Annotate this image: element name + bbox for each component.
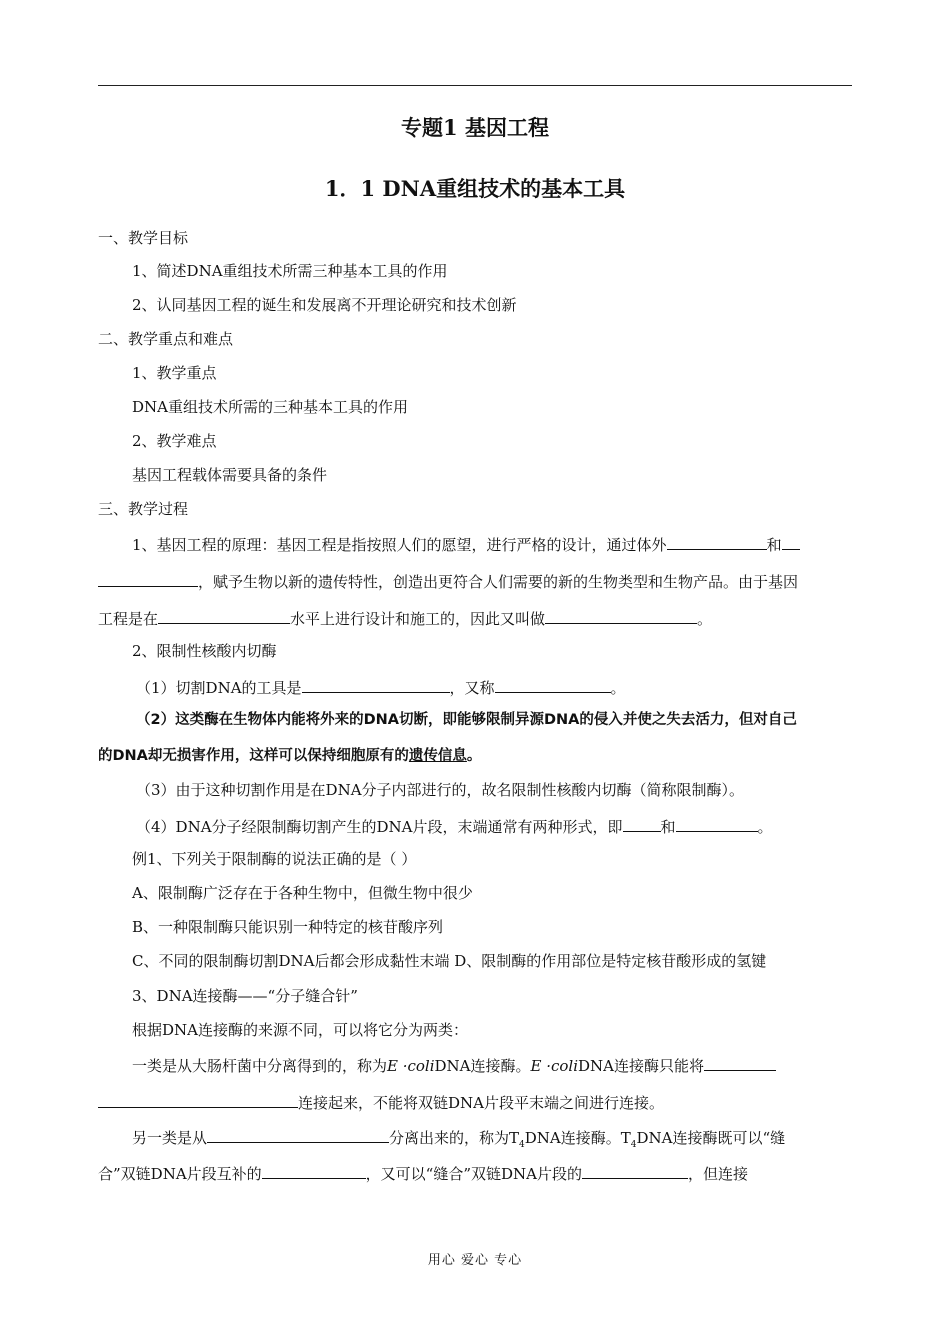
blank-9a[interactable] (704, 1054, 776, 1071)
example-1-option-cd: C、不同的限制酶切割DNA后都会形成黏性末端 D、限制酶的作用部位是特定核苷酸形成的氢键 (132, 952, 767, 970)
blank-9b[interactable] (98, 1091, 298, 1108)
ligase-t4-line-2 (98, 1162, 748, 1184)
ligase-heading: 3、DNA连接酶——“分子缝合针” (132, 987, 358, 1005)
difficulty-label: 2、教学难点 (132, 432, 217, 450)
principle-text-f: 。 (697, 610, 713, 628)
blank-2b[interactable] (98, 570, 198, 587)
restriction-item-1-text: （1）切割DNA的工具是 (136, 679, 302, 697)
blank-11[interactable] (262, 1162, 366, 1179)
restriction-item-2-line-1: （2）这类酶在生物体内能将外来的DNA切断，即能够限制异源DNA的侵入并使之失去活力，但对自己 (136, 712, 797, 728)
restriction-item-1-text-c: 。 (610, 679, 626, 697)
heading-objectives: 一、教学目标 (98, 229, 189, 247)
principle-line-3 (98, 607, 712, 629)
header-rule (98, 85, 852, 86)
blank-3[interactable] (158, 607, 290, 624)
heading-key-points: 二、教学重点和难点 (98, 330, 234, 348)
restriction-item-4 (136, 815, 773, 837)
page-footer: 用心 爱心 专心 (427, 1253, 523, 1268)
principle-text-a: 1、基因工程的原理：基因工程是指按照人们的愿望，进行严格的设计，通过体外 (132, 536, 667, 554)
example-1-question: 例1、下列关于限制酶的说法正确的是（ ） (132, 850, 417, 868)
ligase-ecoli-text-b: DNA连接酶。 (434, 1057, 531, 1075)
blank-5[interactable] (302, 676, 450, 693)
ligase-t4-text-e: 合”双链DNA片段互补的 (98, 1165, 262, 1183)
ecoli-term-2: E ·coli (530, 1057, 579, 1075)
ligase-t4-text-c: DNA连接酶。T (524, 1129, 631, 1147)
document-title: 专题1 基因工程 (401, 115, 549, 140)
ligase-ecoli-text-d: 连接起来，不能将双链DNA片段平末端之间进行连接。 (298, 1094, 664, 1112)
ligase-ecoli-text-a: 一类是从大肠杆菌中分离得到的，称为 (132, 1057, 388, 1075)
principle-text-d: 工程是在 (98, 610, 159, 628)
principle-text-e: 水平上进行设计和施工的，因此又叫做 (290, 610, 546, 628)
example-1-option-b: B、一种限制酶只能识别一种特定的核苷酸序列 (132, 918, 444, 936)
restriction-item-1-text-b: ，又称 (449, 679, 495, 697)
ligase-intro: 根据DNA连接酶的来源不同，可以将它分为两类： (132, 1021, 468, 1039)
principle-line-2 (98, 570, 798, 592)
genetic-info-term: 遗传信息 (408, 748, 467, 764)
blank-12[interactable] (582, 1162, 688, 1179)
section-title: 1．1 DNA重组技术的基本工具 (324, 176, 626, 201)
restriction-heading: 2、限制性核酸内切酶 (132, 642, 277, 660)
ligase-ecoli-text-c: DNA连接酶只能将 (578, 1057, 705, 1075)
ligase-t4-text-g: ，但连接 (687, 1165, 748, 1183)
restriction-item-2-text: 的DNA却无损害作用，这样可以保持细胞原有的 (98, 748, 409, 764)
blank-10[interactable] (207, 1126, 389, 1143)
ligase-t4-text-a: 另一类是从 (132, 1129, 208, 1147)
restriction-item-4-and: 和 (660, 818, 676, 836)
difficulty-text: 基因工程载体需要具备的条件 (132, 466, 328, 484)
objective-1: 1、简述DNA重组技术所需三种基本工具的作用 (132, 262, 448, 280)
blank-4[interactable] (545, 607, 697, 624)
principle-text-b: 和 (766, 536, 782, 554)
blank-8[interactable] (676, 815, 758, 832)
restriction-item-3: （3）由于这种切割作用是在DNA分子内部进行的，故名限制性核酸内切酶（简称限制酶）。 (136, 781, 745, 799)
ligase-ecoli-line-2 (98, 1091, 664, 1113)
ligase-ecoli-line-1 (132, 1054, 776, 1076)
ligase-t4-text-f: ，又可以“缝合”双链DNA片段的 (365, 1165, 582, 1183)
restriction-item-4-text: （4）DNA分子经限制酶切割产生的DNA片段，末端通常有两种形式，即 (136, 818, 623, 836)
heading-process: 三、教学过程 (98, 500, 189, 518)
objective-2: 2、认同基因工程的诞生和发展离不开理论研究和技术创新 (132, 296, 517, 314)
ligase-t4-text-b: 分离出来的，称为T (389, 1129, 520, 1147)
restriction-item-2-line-2 (98, 746, 481, 766)
principle-text-c: ，赋予生物以新的遗传特性，创造出更符合人们需要的新的生物类型和生物产品。由于基因 (198, 573, 799, 591)
principle-line-1 (132, 533, 800, 555)
blank-2a[interactable] (782, 533, 800, 550)
blank-1[interactable] (667, 533, 767, 550)
ligase-t4-text-d: DNA连接酶既可以“缝 (636, 1129, 786, 1147)
t4-subscript-1: 4 (519, 1140, 525, 1150)
key-point-label: 1、教学重点 (132, 364, 217, 382)
restriction-item-4-end: 。 (757, 818, 773, 836)
restriction-item-2-end: 。 (466, 748, 482, 764)
blank-7[interactable] (623, 815, 661, 832)
restriction-item-1 (136, 676, 626, 698)
key-point-text: DNA重组技术所需的三种基本工具的作用 (132, 398, 408, 416)
ligase-t4-line-1 (132, 1126, 785, 1155)
t4-subscript-2: 4 (630, 1140, 637, 1150)
ecoli-term-1: E ·coli (387, 1057, 435, 1075)
example-1-option-a: A、限制酶广泛存在于各种生物中，但微生物中很少 (132, 884, 473, 902)
blank-6[interactable] (495, 676, 611, 693)
